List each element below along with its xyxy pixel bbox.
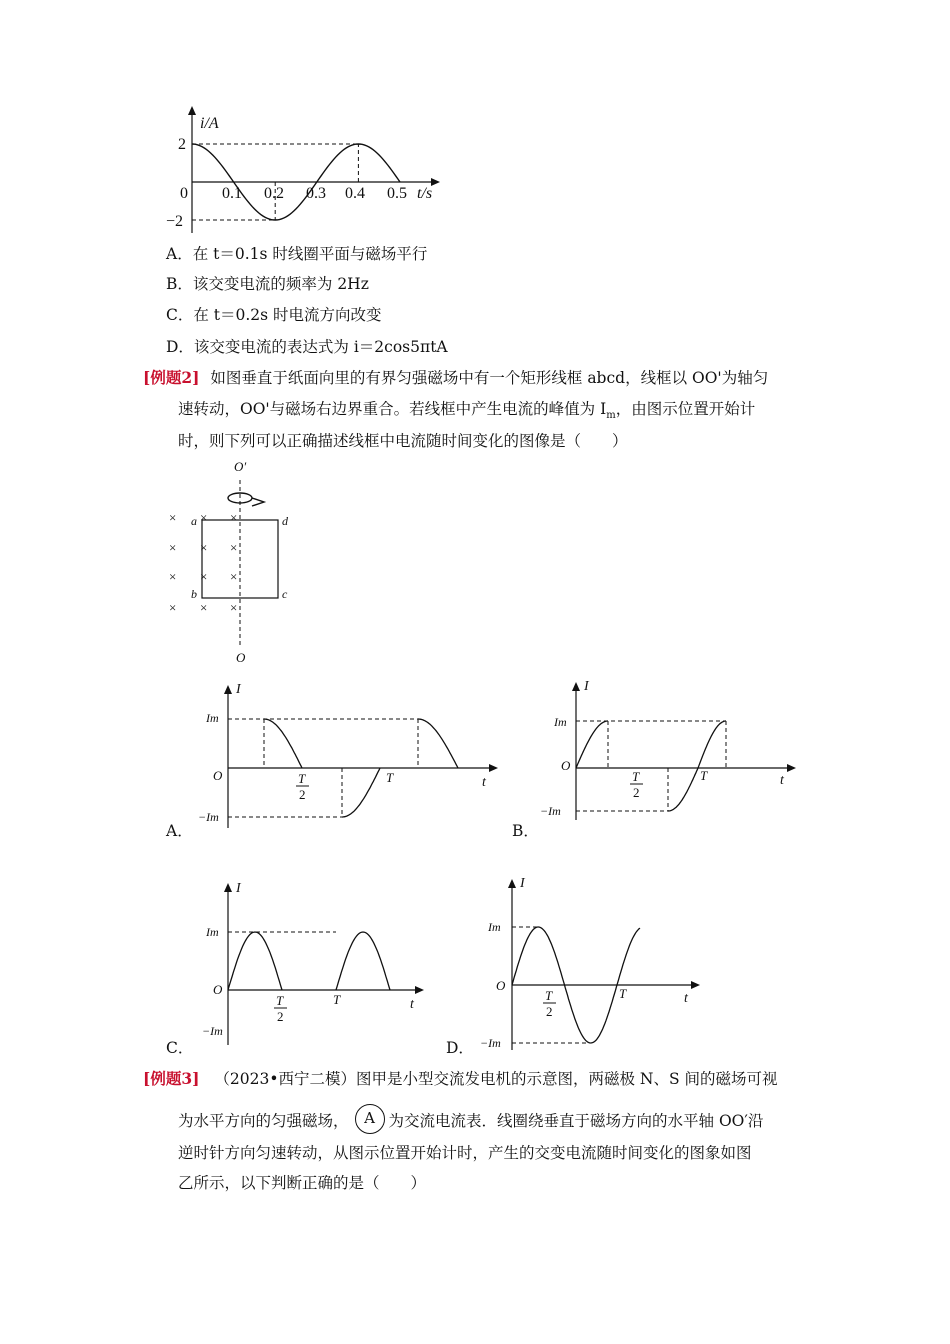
graph-b-y-label: I xyxy=(584,679,589,694)
q3-line-2 xyxy=(178,1110,763,1134)
field-cross-mark: × xyxy=(230,540,238,555)
graph-a-neg-im-label: −Im xyxy=(198,810,219,824)
field-cross-mark: × xyxy=(169,540,177,555)
q2-option-d-label: D． xyxy=(446,1039,474,1057)
graph-a-x-arrow xyxy=(489,764,498,772)
fig2-corner-c: c xyxy=(282,587,288,601)
q2-sub-m: m xyxy=(606,410,616,422)
fig1-ytick-2: 2 xyxy=(178,136,186,153)
graph-c-half-den: 2 xyxy=(277,1009,284,1024)
graph-b-half-num: T xyxy=(632,769,640,784)
fig1-y-axis-label: i/A xyxy=(200,115,219,132)
fig1-xtick-0.4: 0.4 xyxy=(345,185,365,202)
graph-b-T-label: T xyxy=(700,768,708,783)
graph-c-im-label: Im xyxy=(206,925,219,939)
q3-tag: [例题3] xyxy=(143,1069,200,1088)
q2-text-1: 如图垂直于纸面向里的有界匀强磁场中有一个矩形线框 abcd，线框以 OO'为轴匀 xyxy=(210,369,769,387)
graph-b-curve-3 xyxy=(698,721,726,768)
field-cross-mark: × xyxy=(200,540,208,555)
q2-option-a-label: A． xyxy=(166,822,193,840)
fig2-corner-d: d xyxy=(282,514,288,528)
fig2-axis-top-label: O′ xyxy=(234,459,247,474)
graph-c-origin-label: O xyxy=(213,982,223,997)
graph-c-T-label: T xyxy=(333,992,341,1007)
q3-line-1 xyxy=(143,1068,778,1090)
field-cross-mark: × xyxy=(230,510,238,525)
field-cross-mark: × xyxy=(169,600,177,615)
graph-d-x-arrow xyxy=(691,981,700,989)
graph-d-origin-label: O xyxy=(496,978,506,993)
fig1-x-axis-label: t/s xyxy=(417,185,433,202)
graph-b-y-arrow xyxy=(572,682,580,691)
q3-line-4: 乙所示，以下判断正确的是（ ） xyxy=(178,1174,427,1192)
graph-b-origin-label: O xyxy=(561,758,571,773)
fig1-xtick-0.3: 0.3 xyxy=(306,185,326,202)
graph-c-x-arrow xyxy=(415,986,424,994)
fig1-xtick-0.1: 0.1 xyxy=(222,185,242,202)
fig2-corner-a: a xyxy=(191,514,197,528)
q2-option-c-label: C． xyxy=(166,1039,194,1057)
field-cross-mark: × xyxy=(200,510,208,525)
graph-a-curve-3 xyxy=(418,719,458,768)
q2-option-b-label: B． xyxy=(512,822,539,840)
graph-d-x-label: t xyxy=(684,991,688,1006)
graph-b-neg-im-label: −Im xyxy=(540,804,561,818)
q1-option-b: B．该交变电流的频率为 2Hz xyxy=(166,275,369,293)
graph-c-y-arrow xyxy=(224,883,232,892)
graph-d-y-label: I xyxy=(520,876,525,891)
graph-a-curve-1 xyxy=(264,719,302,768)
fig1-xtick-0.5: 0.5 xyxy=(387,185,407,202)
q3-line-3: 逆时针方向匀速转动，从图示位置开始计时，产生的交变电流随时间变化的图象如图 xyxy=(178,1144,752,1162)
field-cross-mark: × xyxy=(200,569,208,584)
ammeter-icon: A xyxy=(355,1104,385,1134)
field-cross-mark: × xyxy=(169,510,177,525)
graph-b-x-arrow xyxy=(787,764,796,772)
graph-b-half-den: 2 xyxy=(633,785,640,800)
graph-d-half-den: 2 xyxy=(546,1004,553,1019)
q2-text-2a: 速转动，OO'与磁场右边界重合。若线框中产生电流的峰值为 I xyxy=(178,400,607,418)
fig2-corner-b: b xyxy=(191,587,197,601)
q2-text-2b: ，由图示位置开始计 xyxy=(615,400,756,418)
graph-a-half-den: 2 xyxy=(299,787,306,802)
graph-c-y-label: I xyxy=(236,881,241,896)
graph-a-y-arrow xyxy=(224,685,232,694)
fig1-xtick-0.2: 0.2 xyxy=(264,185,284,202)
graph-d-neg-im-label: −Im xyxy=(480,1036,501,1050)
graph-b-curve-2 xyxy=(668,768,698,811)
graph-a-half-num: T xyxy=(298,771,306,786)
field-cross-mark: × xyxy=(200,600,208,615)
graph-b-x-label: t xyxy=(780,773,784,788)
graph-c-neg-im-label: −Im xyxy=(202,1024,223,1038)
graph-d-half-num: T xyxy=(545,988,553,1003)
graph-a-im-label: Im xyxy=(206,711,219,725)
graph-b-curve-1 xyxy=(576,721,608,768)
graph-c-x-label: t xyxy=(410,997,414,1012)
q1-option-d: D．该交变电流的表达式为 i＝2cos5πtA xyxy=(166,338,448,356)
graph-d-y-arrow xyxy=(508,879,516,888)
q2-tag: [例题2] xyxy=(143,368,200,387)
graph-a-y-label: I xyxy=(236,682,241,697)
graph-b-im-label: Im xyxy=(554,715,567,729)
field-cross-mark: × xyxy=(230,600,238,615)
graph-a-T-label: T xyxy=(386,770,394,785)
fig1-origin-label: 0 xyxy=(180,185,188,202)
q3-text-1: （2023•西宁二模）图甲是小型交流发电机的示意图，两磁极 N、S 间的磁场可视 xyxy=(214,1070,778,1088)
fig1-ytick-neg2: −2 xyxy=(166,213,184,230)
q3-text-2b: 为交流电流表．线圈绕垂直于磁场方向的水平轴 OO′沿 xyxy=(388,1112,764,1130)
q3-text-2a: 为水平方向的匀强磁场， xyxy=(178,1112,349,1130)
fig2-axis-bottom-label: O xyxy=(236,650,246,665)
graph-d-im-label: Im xyxy=(488,920,501,934)
graph-d-T-label: T xyxy=(619,986,627,1001)
q1-option-c: C．在 t＝0.2s 时电流方向改变 xyxy=(166,306,382,324)
graph-a-origin-label: O xyxy=(213,768,223,783)
q2-line-3: 时，则下列可以正确描述线框中电流随时间变化的图像是（ ） xyxy=(178,432,628,450)
graph-a-curve-2 xyxy=(342,768,380,817)
graph-c-curve-2 xyxy=(336,932,390,990)
q1-option-a: A．在 t＝0.1s 时线圈平面与磁场平行 xyxy=(166,245,428,263)
graph-a-x-label: t xyxy=(482,775,486,790)
field-cross-mark: × xyxy=(230,569,238,584)
field-cross-mark: × xyxy=(169,569,177,584)
graph-c-curve-1 xyxy=(228,932,282,990)
graph-c-half-num: T xyxy=(276,993,284,1008)
